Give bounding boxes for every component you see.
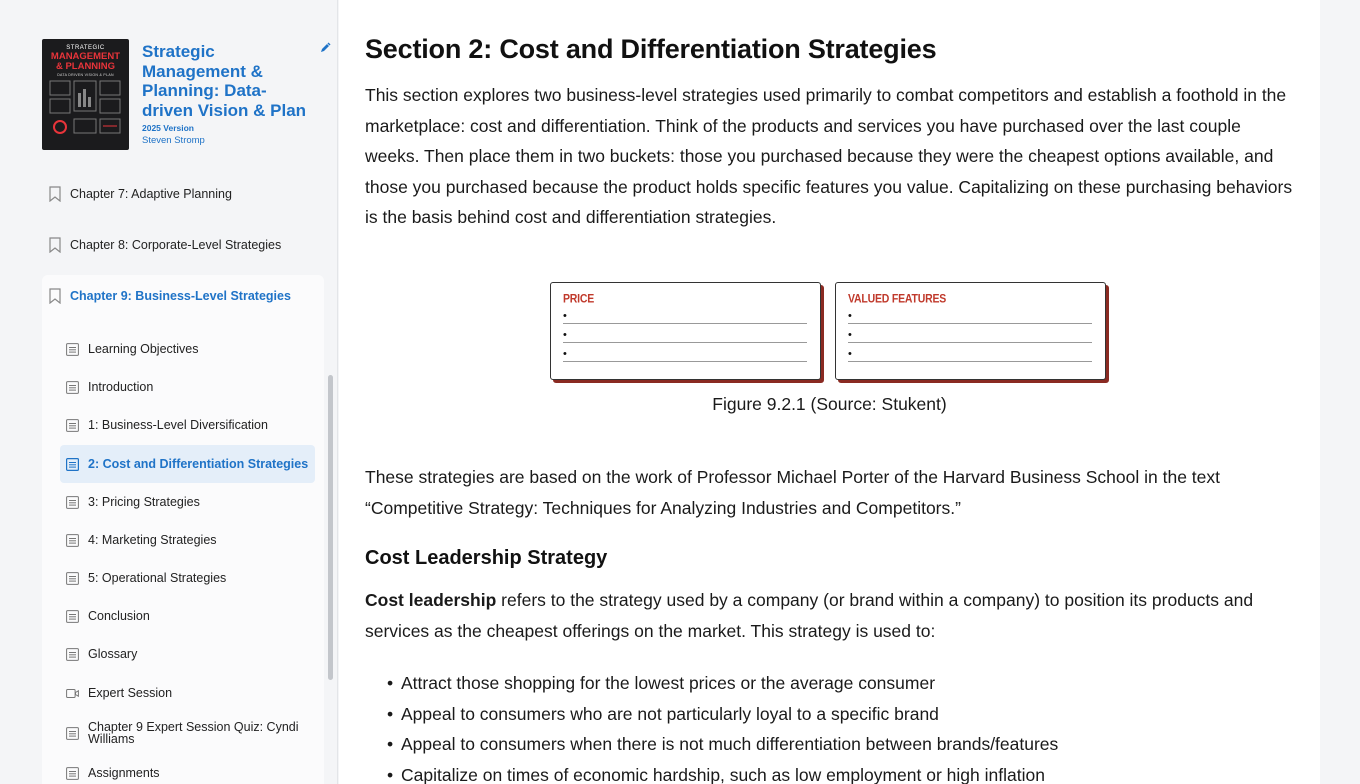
card-bullet: • [848, 348, 852, 360]
card-line [848, 312, 1092, 324]
cost-leadership-term: Cost leadership [365, 590, 497, 610]
document-icon [66, 458, 79, 471]
list-item: • Appeal to consumers who are not particularly loyal to a specific brand [387, 699, 1287, 730]
card-bullet: • [563, 348, 567, 360]
edit-pin-icon[interactable] [318, 41, 332, 55]
book-cover [42, 39, 129, 150]
sidebar-section-business-level-diversification[interactable] [60, 406, 315, 444]
section-label: 5: Operational Strategies [88, 571, 227, 585]
main-content [339, 0, 1320, 784]
sidebar-chapter-8[interactable] [42, 223, 324, 267]
page-title: Section 2: Cost and Differentiation Strategies [365, 34, 937, 64]
document-icon [66, 767, 79, 780]
card-bullet: • [563, 329, 567, 341]
section-label: Chapter 9 Expert Session Quiz: Cyndi Williams [88, 720, 299, 746]
sidebar-section-expert-session[interactable] [60, 674, 315, 712]
card-line [563, 312, 807, 324]
document-icon [66, 648, 79, 661]
sidebar-section-cost-differentiation[interactable] [60, 445, 315, 483]
valued-features-card-label: VALUED FEATURES [848, 292, 947, 306]
document-icon [66, 419, 79, 432]
bookmark-icon [48, 288, 62, 304]
list-item: • Capitalize on times of economic hardship, such as low employment or high inflation [387, 760, 1287, 784]
document-icon [66, 572, 79, 585]
cost-leadership-paragraph [365, 585, 1295, 646]
section-label: 2: Cost and Differentiation Strategies [88, 457, 309, 471]
sidebar-section-marketing-strategies[interactable] [60, 521, 315, 559]
cost-leadership-list [387, 668, 1287, 784]
document-icon [66, 727, 79, 740]
book-title[interactable]: Strategic Management & Planning: Data-driven Vision & Plan [142, 42, 307, 120]
card-bullet: • [563, 310, 567, 322]
price-card-label: PRICE [563, 292, 595, 306]
sidebar [0, 0, 338, 784]
section-label: Glossary [88, 647, 138, 661]
document-icon [66, 343, 79, 356]
figure-caption: Figure 9.2.1 (Source: Stukent) [712, 394, 947, 414]
video-icon [66, 687, 79, 700]
intro-paragraph: This section explores two business-level strategies used primarily to combat competitors and establish a foothold in the marketplace: cost and differentiation. Think of the products and services you have purchased over the last couple weeks. Then place them in two buckets: those you purchased because they were the cheapest options available, and those you purchased because the product holds specific features you value. Capitalizing on these purchasing behaviors is the basis behind cost and differentiation strategies. [365, 85, 1293, 227]
chapter-label: Chapter 9: Business-Level Strategies [70, 289, 291, 303]
sidebar-section-learning-objectives[interactable] [60, 330, 315, 368]
book-author: Steven Stromp [142, 135, 205, 146]
section-label: Learning Objectives [88, 342, 199, 356]
sidebar-chapter-7[interactable] [42, 172, 324, 216]
sidebar-section-assignments[interactable] [60, 754, 315, 784]
cover-tagline: DATA DRIVEN VISION & PLAN [57, 73, 114, 77]
section-label: Assignments [88, 766, 160, 780]
section-label: Introduction [88, 380, 154, 394]
sidebar-scrollbar[interactable] [328, 375, 333, 680]
valued-features-card [835, 282, 1106, 380]
book-edition: 2025 Version [142, 123, 194, 133]
price-card [550, 282, 821, 380]
porter-paragraph: These strategies are based on the work of Professor Michael Porter of the Harvard Business School in the text “Competitive Strategy: Techniques for Analyzing Industries and Competitors.” [365, 467, 1221, 518]
chapter-label: Chapter 7: Adaptive Planning [70, 187, 232, 201]
bookmark-icon [48, 237, 62, 253]
cover-line-2: MANAGEMENT [50, 51, 121, 62]
cover-line-3: & PLANNING [55, 61, 116, 72]
figure-9-2-1 [550, 282, 1106, 382]
cost-leadership-heading: Cost Leadership Strategy [365, 547, 608, 569]
card-line [563, 350, 807, 362]
sidebar-section-operational-strategies[interactable] [60, 559, 315, 597]
section-label: 1: Business-Level Diversification [88, 418, 268, 432]
cost-leadership-definition: refers to the strategy used by a company (or brand within a company) to position its products and services as the cheapest offerings on the market. This strategy is used to: [365, 590, 1254, 641]
chapter-label: Chapter 8: Corporate-Level Strategies [70, 238, 282, 252]
bookmark-icon [48, 186, 62, 202]
section-label: 3: Pricing Strategies [88, 495, 200, 509]
card-line [563, 331, 807, 343]
card-bullet: • [848, 310, 852, 322]
sidebar-section-conclusion[interactable] [60, 597, 315, 635]
document-icon [66, 534, 79, 547]
sidebar-section-glossary[interactable] [60, 635, 315, 673]
right-gutter [1320, 0, 1360, 784]
sidebar-chapter-9[interactable] [42, 274, 324, 318]
cover-art-icon [48, 79, 123, 141]
list-item: • Attract those shopping for the lowest prices or the average consumer [387, 668, 1287, 699]
card-line [848, 350, 1092, 362]
card-bullet: • [848, 329, 852, 341]
document-icon [66, 610, 79, 623]
sidebar-section-pricing-strategies[interactable] [60, 483, 315, 521]
cover-line-1: STRATEGIC [66, 45, 105, 51]
section-label: 4: Marketing Strategies [88, 533, 217, 547]
list-item: • Appeal to consumers when there is not much differentiation between brands/features [387, 729, 1287, 760]
document-icon [66, 496, 79, 509]
section-label: Expert Session [88, 686, 173, 700]
sidebar-section-expert-session-quiz[interactable] [60, 714, 315, 752]
book-header[interactable] [42, 39, 332, 151]
card-line [848, 331, 1092, 343]
document-icon [66, 381, 79, 394]
section-label: Conclusion [88, 609, 150, 623]
sidebar-section-introduction[interactable] [60, 368, 315, 406]
